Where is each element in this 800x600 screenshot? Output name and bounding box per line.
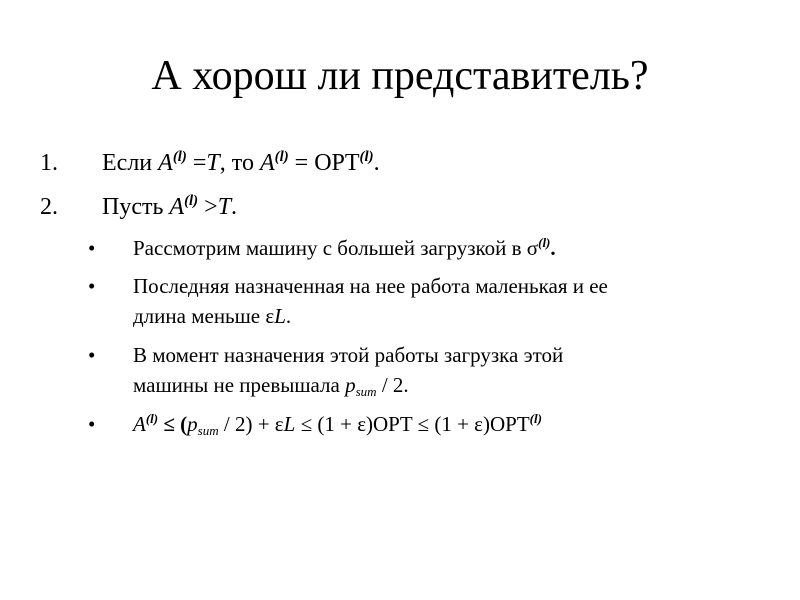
item-text: Пусть $A^{(l)} >T$. [102, 192, 238, 220]
bullet-formula: $A^{(l)} \le (p_{sum} / 2) + \varepsilon L \le (1 + \varepsilon)OPT \le (1 + \varepsilon)OPT^{(l)}$ [133, 410, 542, 439]
item-text: Если $A^{(l)} =T$, то $A^{(l)} = OPT^{(l)}$. [102, 148, 380, 176]
bullet-text-line-1: В момент назначения этой работы загрузка этой [133, 343, 564, 367]
bullet-marker: • [88, 412, 96, 436]
bullet-text: Рассмотрим машину с большей загрузкой в $\sigma^{(l)}$. [133, 234, 556, 260]
bullet-marker: • [88, 274, 96, 298]
item-number: 1. [40, 150, 58, 176]
numbered-item-1 [40, 148, 380, 181]
bullet-marker: • [88, 236, 96, 260]
item-number: 2. [40, 194, 58, 220]
bullet-text-line-2: машины не превышала $p_{sum} / 2$. [133, 373, 409, 400]
bullet-marker: • [88, 343, 96, 367]
slide-title: А хорош ли представитель? [151, 53, 649, 99]
bullet-text-line-2: длина меньше εL. [133, 304, 292, 328]
numbered-item-2 [40, 192, 237, 225]
bullet-text-line-1: Последняя назначенная на нее работа маленькая и ее [133, 274, 608, 298]
